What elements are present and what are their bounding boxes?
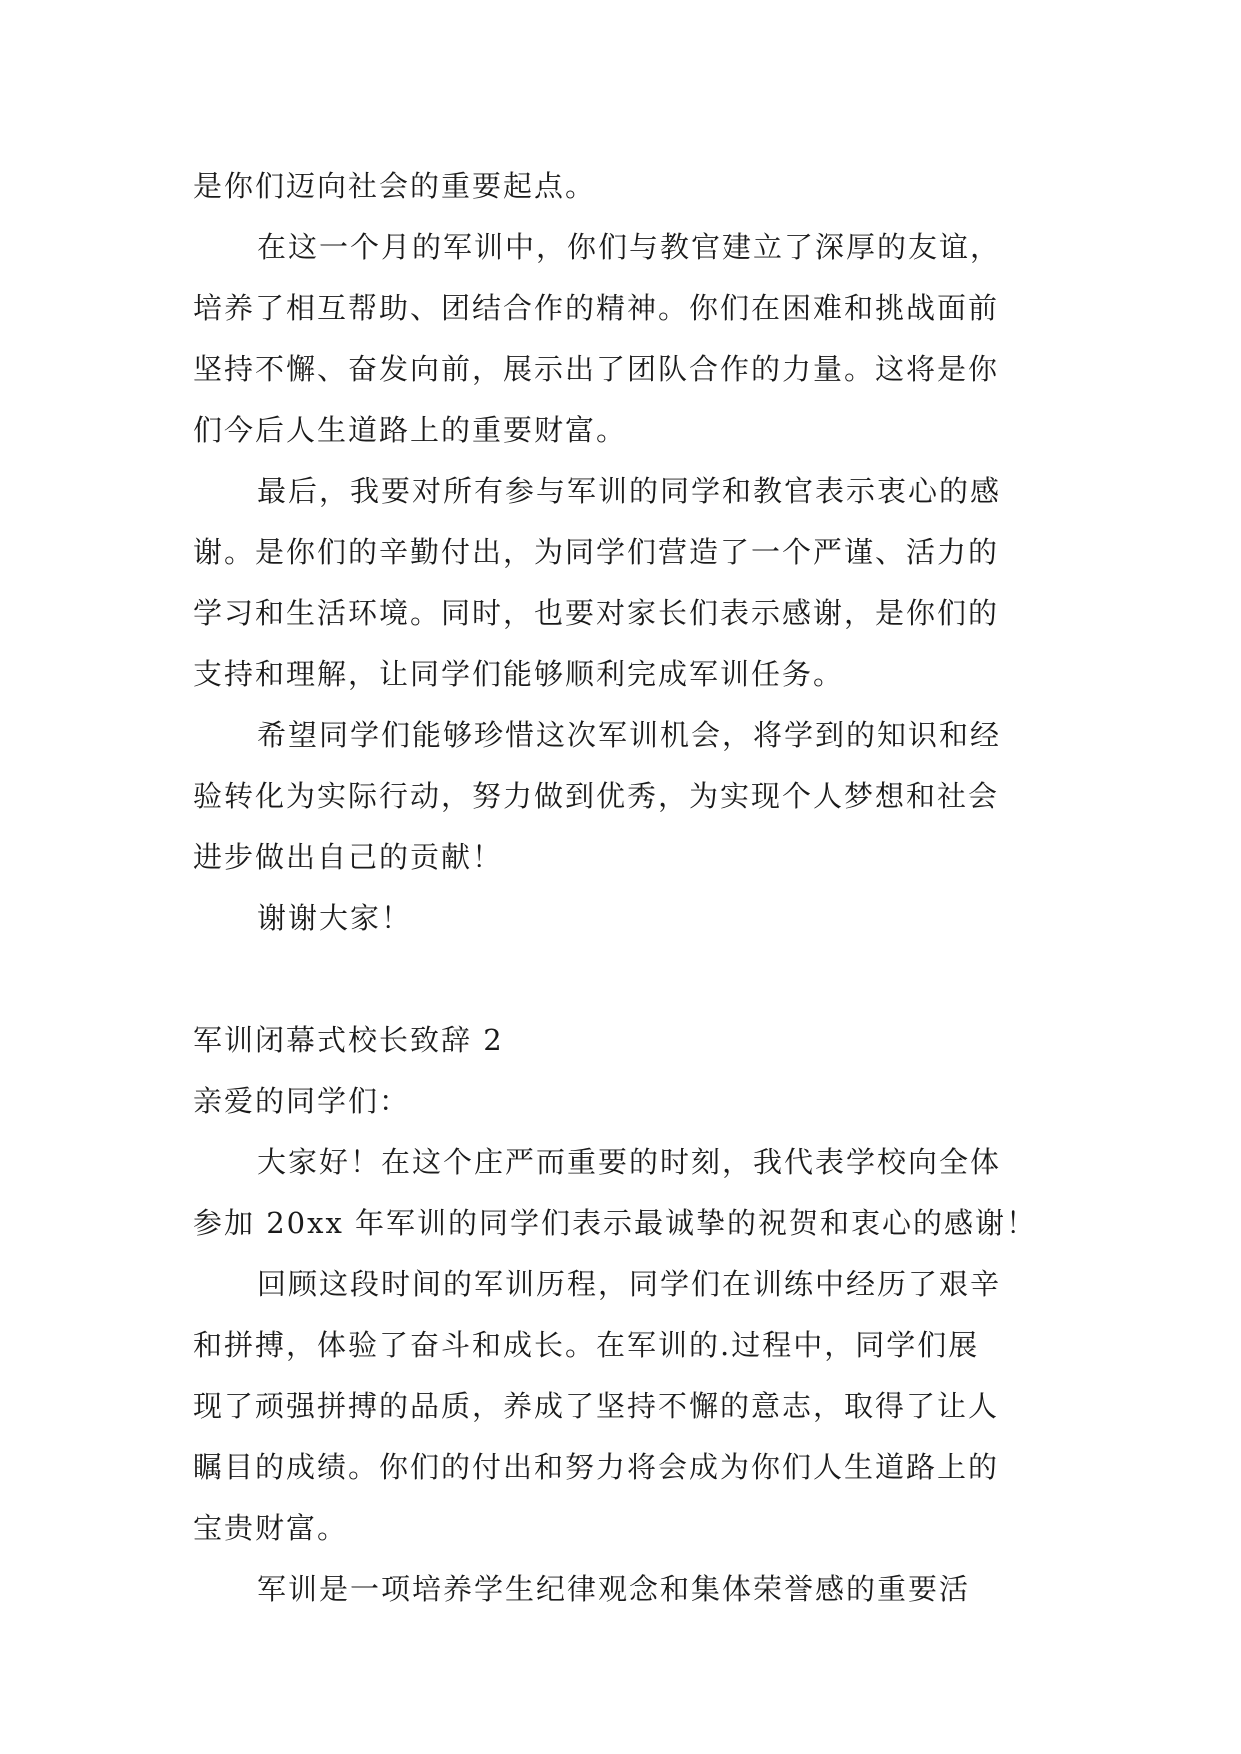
text-line: 宝贵财富。 — [193, 1511, 349, 1545]
text-line: 在这一个月的军训中，你们与教官建立了深厚的友谊， — [257, 230, 1002, 264]
text-line: 是你们迈向社会的重要起点。 — [193, 169, 597, 203]
text-line: 和拼搏，体验了奋斗和成长。在军训的.过程中，同学们展 — [193, 1328, 980, 1362]
text-line: 学习和生活环境。同时，也要对家长们表示感谢，是你们的 — [193, 596, 1000, 630]
text-line: 验转化为实际行动，努力做到优秀，为实现个人梦想和社会 — [193, 779, 1000, 813]
text-line: 希望同学们能够珍惜这次军训机会，将学到的知识和经 — [257, 718, 1002, 752]
text-line: 支持和理解，让同学们能够顺利完成军训任务。 — [193, 657, 845, 691]
text-line: 现了顽强拼搏的品质，养成了坚持不懈的意志，取得了让人 — [193, 1389, 1000, 1423]
text-line: 进步做出自己的贡献！ — [193, 840, 504, 874]
text-line: 培养了相互帮助、团结合作的精神。你们在困难和挑战面前 — [193, 291, 1000, 325]
text-line: 们今后人生道路上的重要财富。 — [193, 413, 628, 447]
text-line: 军训是一项培养学生纪律观念和集体荣誉感的重要活 — [257, 1572, 971, 1606]
paragraph-gap — [193, 949, 1073, 1010]
text-line: 谢谢大家！ — [257, 901, 413, 935]
text-line: 最后，我要对所有参与军训的同学和教官表示衷心的感 — [257, 474, 1002, 508]
text-line: 坚持不懈、奋发向前，展示出了团队合作的力量。这将是你 — [193, 352, 1000, 386]
text-line: 瞩目的成绩。你们的付出和努力将会成为你们人生道路上的 — [193, 1450, 1000, 1484]
text-line: 回顾这段时间的军训历程，同学们在训练中经历了艰辛 — [257, 1267, 1002, 1301]
text-line: 参加 20xx 年军训的同学们表示最诚挚的祝贺和衷心的感谢！ — [193, 1206, 1038, 1240]
salutation: 亲爱的同学们： — [193, 1084, 411, 1118]
section-title: 军训闭幕式校长致辞 2 — [193, 1023, 504, 1057]
text-line: 谢。是你们的辛勤付出，为同学们营造了一个严谨、活力的 — [193, 535, 1000, 569]
text-line: 大家好！在这个庄严而重要的时刻，我代表学校向全体 — [257, 1145, 1002, 1179]
document-body — [193, 156, 1073, 1620]
